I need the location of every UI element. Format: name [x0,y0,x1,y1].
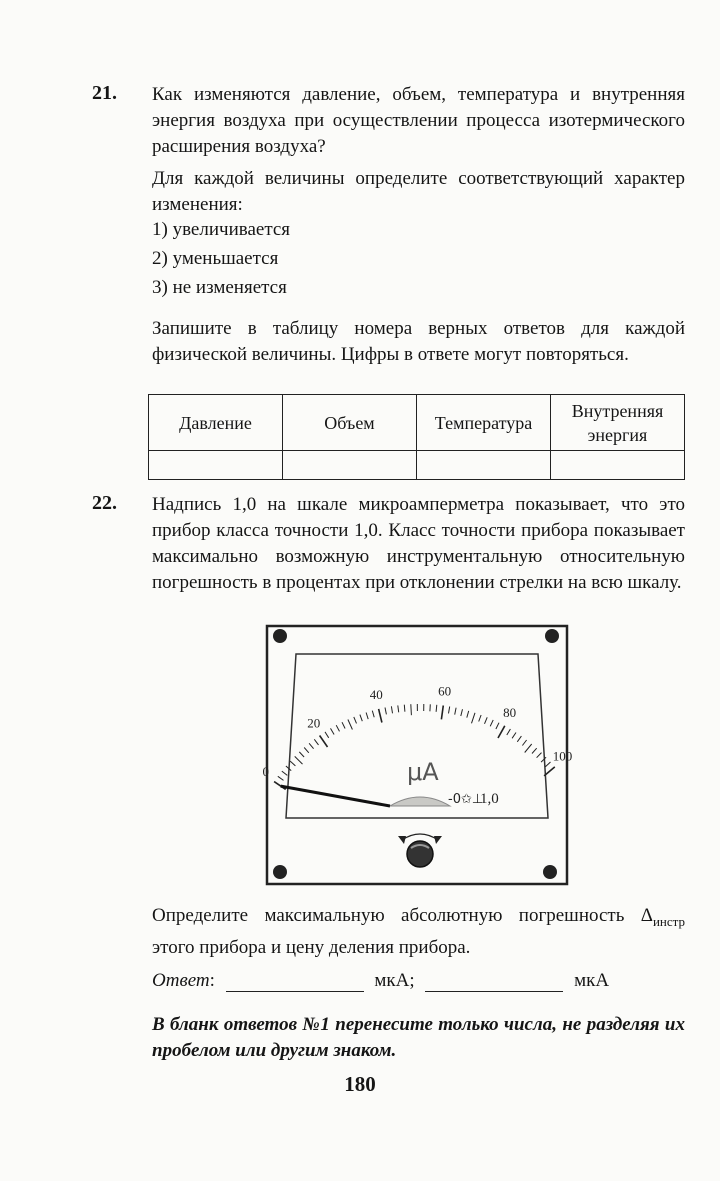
screw-bottom-right [543,865,557,879]
prompt-text-2: этого прибора и цену деления прибора. [152,936,471,958]
answer-cell-temperature[interactable] [417,451,551,480]
screw-bottom-left [273,865,287,879]
answer-unit-2: мкА [574,970,610,991]
scale-label: 100 [552,748,572,764]
header-pressure: Давление [149,395,283,451]
screw-top-right [545,629,559,643]
answer-blank-error[interactable] [226,973,364,992]
question-22-prompt [152,903,685,961]
prompt-subscript: инстр [652,913,685,929]
answer-cell-internal-energy[interactable] [551,451,685,480]
answer-table [148,394,685,480]
class-marking [448,791,499,807]
question-22-number: 22. [92,492,117,514]
answer-label: Ответ [152,970,210,991]
header-volume: Объем [283,395,417,451]
scale-label: 20 [307,715,321,731]
answer-form-note: В бланк ответов №1 перенесите только числа, не разделяя их пробелом или другим знаком. [152,1014,685,1061]
scale-label: 80 [503,705,517,720]
answer-unit-1: мкА; [374,970,415,991]
scale-tick [411,704,412,715]
question-21-statement: Как изменяются давление, объем, температура и внутренняя энергия воздуха при осуществлении процесса изотермического расширения воздуха? [152,84,685,157]
question-21-text [152,82,685,218]
question-21-number: 21. [92,82,117,104]
unit-label: μA [407,758,439,786]
header-internal-energy: Внутренняя энергия [551,395,685,451]
polarity-symbol: -0✩⊥ [448,792,484,807]
answer-line: Ответ: мкА; мкА [152,970,610,991]
screw-top-left [273,629,287,643]
header-temperature: Температура [417,395,551,451]
scale-label: 0 [262,764,270,779]
option-2: 2) уменьшается [152,248,279,269]
question-21-instruction: Для каждой величины определите соответствующий характер изменения: [152,168,685,215]
scale-label: 40 [369,687,383,703]
prompt-text-1: Определите максимальную абсолютную погрешность Δ [152,905,653,926]
page-number: 180 [344,1072,376,1096]
option-3: 3) не изменяется [152,277,287,298]
scale-tick [404,705,405,712]
scale-tick [436,705,437,712]
microammeter-figure [262,622,572,888]
class-label: 1,0 [480,791,499,807]
table-instruction: Запишите в таблицу номера верных ответов для каждой физической величины. Цифры в ответе могут повторяться. [152,318,685,365]
answer-blank-division[interactable] [425,973,563,992]
answer-cell-volume[interactable] [283,451,417,480]
scale-label: 60 [438,683,452,699]
option-1: 1) увеличивается [152,219,291,240]
answer-cell-pressure[interactable] [149,451,283,480]
question-22-text: Надпись 1,0 на шкале микроамперметра показывает, что это прибор класса точности 1,0. Класс точности прибора показывает максимально возможную инструментальную относительную погрешность в процентах при отклонении стрелки на всю шкалу. [152,494,685,593]
